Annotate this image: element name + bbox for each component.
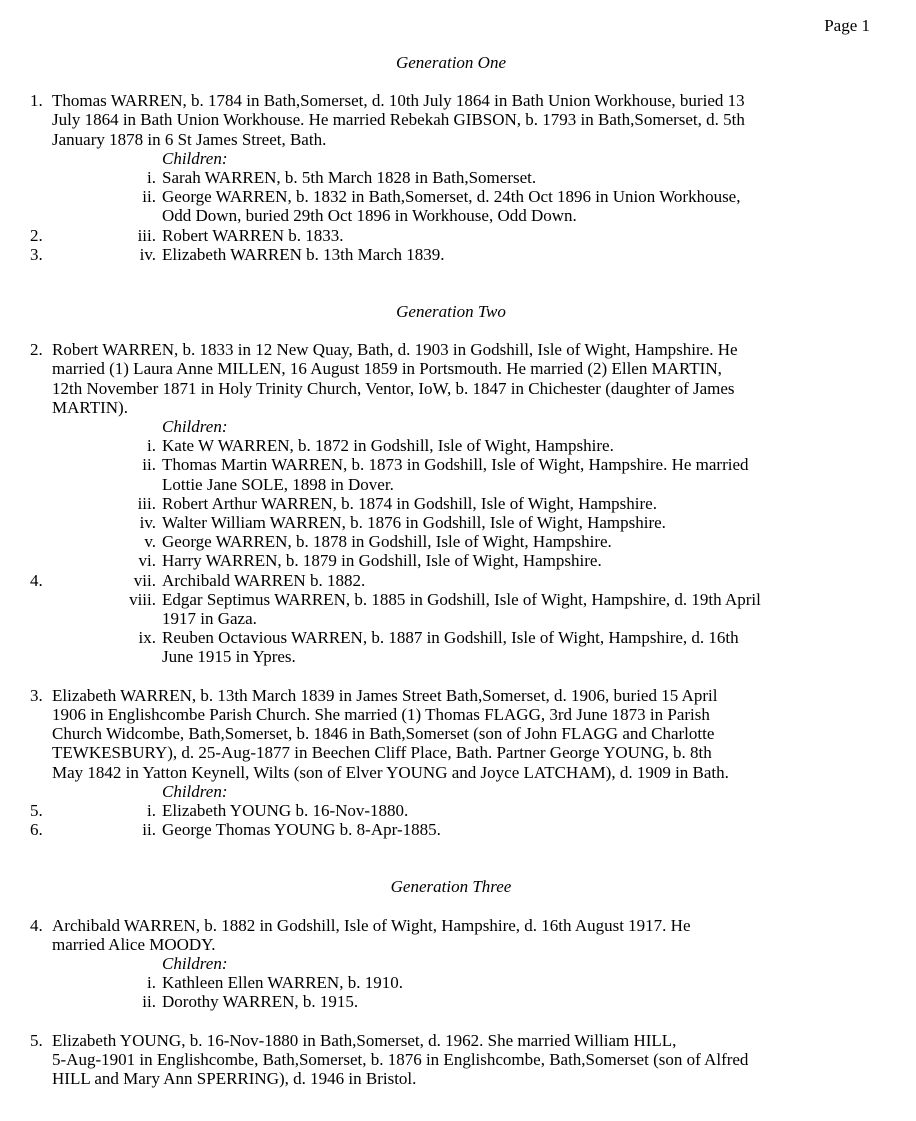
person-description: Thomas WARREN, b. 1784 in Bath,Somerset, d. 10th July 1864 in Bath Union Workhouse, buried 13 July 1864 in Bath Union Workhouse. He married Rebekah GIBSON, b. 1793 in Bath,Somerset, d. 5th January 1878 in 6 St James Street, Bath. (52, 91, 745, 149)
child-description: Dorothy WARREN, b. 1915. (162, 992, 359, 1012)
page-number: Page 1 (824, 16, 870, 35)
child-roman-numeral: iii. (137, 225, 156, 245)
child-entry (30, 513, 870, 532)
child-entry (30, 992, 870, 1011)
generation-heading: Generation Three (390, 877, 512, 897)
child-description: Robert WARREN b. 1833. (162, 225, 344, 245)
person-entry (30, 1031, 870, 1089)
child-description: Kathleen Ellen WARREN, b. 1910. (162, 973, 403, 993)
child-description: George Thomas YOUNG b. 8-Apr-1885. (162, 820, 441, 840)
child-description: Archibald WARREN b. 1882. (162, 570, 366, 590)
person-entry (30, 340, 870, 417)
child-roman-numeral: i. (147, 436, 156, 456)
children-label: Children: (162, 148, 228, 168)
child-description: Sarah WARREN, b. 5th March 1828 in Bath,Somerset. (162, 168, 537, 188)
child-entry (30, 436, 870, 455)
child-roman-numeral: v. (144, 532, 156, 552)
child-entry (30, 168, 870, 187)
child-description: Walter William WARREN, b. 1876 in Godshill, Isle of Wight, Hampshire. (162, 513, 666, 533)
person-description: Elizabeth WARREN, b. 13th March 1839 in James Street Bath,Somerset, d. 1906, buried 15 April 1906 in Englishcombe Parish Church. She married (1) Thomas FLAGG, 3rd June 1873 in Parish Church Widcombe, Bath,Somerset, b. 1846 in Bath,Somerset (son of John FLAGG and Charlotte TEWKESBURY), d. 25-Aug-1877 in Beechen Cliff Place, Bath. Partner George YOUNG, b. 8th May 1842 in Yatton Keynell, Wilts (son of Elver YOUNG and Joyce LATCHAM), d. 1909 in Bath. (52, 685, 729, 782)
child-roman-numeral: i. (147, 973, 156, 993)
child-ref-number: 4. (30, 570, 43, 590)
child-roman-numeral: ii. (142, 455, 156, 475)
child-entry (30, 820, 870, 839)
person-number: 4. (30, 915, 43, 935)
child-entry (30, 226, 870, 245)
person-number: 2. (30, 340, 43, 360)
child-description: Reuben Octavious WARREN, b. 1887 in Godshill, Isle of Wight, Hampshire, d. 16th June 1915 in Ypres. (162, 628, 739, 667)
child-roman-numeral: iii. (137, 493, 156, 513)
child-description: Elizabeth YOUNG b. 16-Nov-1880. (162, 800, 409, 820)
person-number: 5. (30, 1030, 43, 1050)
person-entry (30, 686, 870, 782)
child-entry (30, 590, 870, 628)
child-roman-numeral: iv. (139, 513, 156, 533)
child-roman-numeral: vii. (133, 570, 156, 590)
person-number: 1. (30, 91, 43, 111)
child-description: George WARREN, b. 1832 in Bath,Somerset, d. 24th Oct 1896 in Union Workhouse, Odd Down, buried 29th Oct 1896 in Workhouse, Odd Down. (162, 187, 741, 226)
child-roman-numeral: i. (147, 800, 156, 820)
child-entry (30, 571, 870, 590)
generation-heading: Generation One (395, 53, 506, 72)
child-entry (30, 973, 870, 992)
child-entry (30, 455, 870, 493)
child-entry (30, 801, 870, 820)
child-description: George WARREN, b. 1878 in Godshill, Isle of Wight, Hampshire. (162, 532, 612, 552)
child-description: Harry WARREN, b. 1879 in Godshill, Isle of Wight, Hampshire. (162, 551, 602, 571)
child-roman-numeral: ii. (142, 187, 156, 207)
child-entry (30, 628, 870, 666)
child-ref-number: 6. (30, 820, 43, 840)
child-roman-numeral: i. (147, 168, 156, 188)
child-description: Edgar Septimus WARREN, b. 1885 in Godshill, Isle of Wight, Hampshire, d. 19th April 1917 in Gaza. (162, 589, 761, 629)
generation-heading: Generation Two (396, 302, 506, 322)
children-label: Children: (162, 781, 228, 801)
child-entry (30, 187, 870, 225)
children-label: Children: (162, 953, 228, 973)
child-entry (30, 551, 870, 570)
person-description: Elizabeth YOUNG, b. 16-Nov-1880 in Bath,Somerset, d. 1962. She married William HILL, 5-Aug-1901 in Englishcombe, Bath,Somerset, b. 1876 in Englishcombe, Bath,Somerset (son of Alfred HILL and Mary Ann SPERRING), d. 1946 in Bristol. (52, 1030, 749, 1088)
child-roman-numeral: viii. (129, 589, 156, 609)
child-roman-numeral: ix. (138, 628, 156, 648)
person-entry (30, 916, 870, 954)
child-roman-numeral: ii. (142, 820, 156, 840)
person-number: 3. (30, 685, 43, 705)
child-entry (30, 245, 870, 264)
person-entry (30, 91, 870, 149)
child-roman-numeral: iv. (139, 244, 156, 264)
child-description: Kate W WARREN, b. 1872 in Godshill, Isle of Wight, Hampshire. (162, 436, 614, 456)
child-ref-number: 3. (30, 244, 43, 264)
person-description: Robert WARREN, b. 1833 in 12 New Quay, Bath, d. 1903 in Godshill, Isle of Wight, Hampshire. He married (1) Laura Anne MILLEN, 16 August 1859 in Portsmouth. He married (2) Ellen MARTIN, 12th November 1871 in Holy Trinity Church, Ventor, IoW, b. 1847 in Chichester (daughter of James MARTIN). (52, 340, 738, 417)
genealogy-report (30, 53, 870, 1088)
child-entry (30, 532, 870, 551)
child-description: Thomas Martin WARREN, b. 1873 in Godshill, Isle of Wight, Hampshire. He married Lottie Jane SOLE, 1898 in Dover. (162, 455, 749, 494)
child-roman-numeral: ii. (142, 992, 156, 1012)
child-ref-number: 5. (30, 800, 43, 820)
child-ref-number: 2. (30, 225, 43, 245)
child-roman-numeral: vi. (138, 551, 156, 571)
person-description: Archibald WARREN, b. 1882 in Godshill, Isle of Wight, Hampshire, d. 16th August 1917. He married Alice MOODY. (52, 915, 691, 954)
children-label: Children: (162, 417, 228, 437)
child-entry (30, 494, 870, 513)
child-description: Robert Arthur WARREN, b. 1874 in Godshill, Isle of Wight, Hampshire. (162, 493, 657, 513)
child-description: Elizabeth WARREN b. 13th March 1839. (162, 244, 445, 264)
